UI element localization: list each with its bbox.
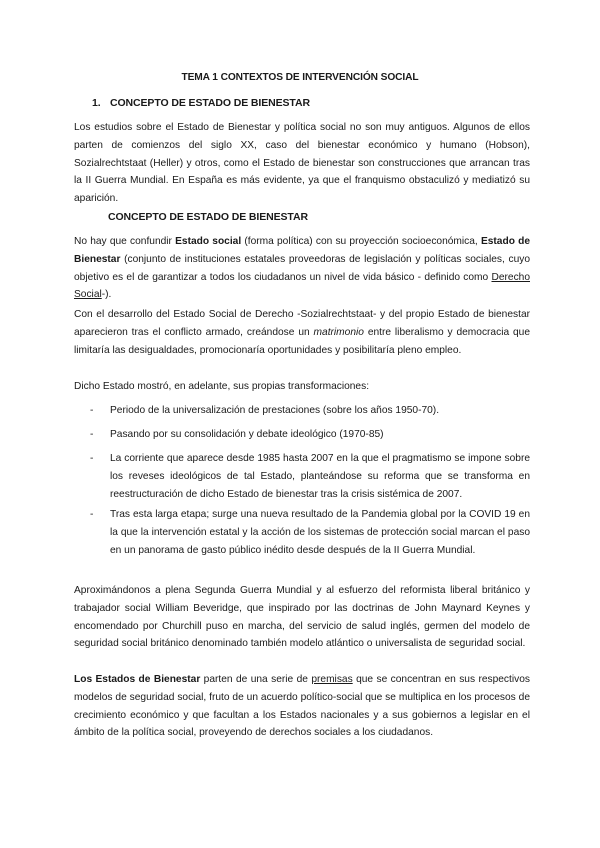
underlined-term: Social: [74, 289, 102, 301]
paragraph-transformaciones: Dicho Estado mostró, en adelante, sus propias transformaciones:: [74, 381, 370, 392]
paragraph-desarrollo: [74, 306, 530, 359]
text-run: parten de una serie de: [200, 674, 312, 685]
italic-term: matrimonio: [313, 326, 364, 338]
list-item-text: Tras esta larga etapa; surge una nueva resultado de la Pandemia global por la COVID 19 en la que la intervención estatal y la acción de los sistemas de protección social marcan el paso en un panorama de gasto público inédito desde después de la II Guerra Mundial.: [110, 509, 530, 556]
section-heading: [92, 97, 310, 109]
list-item-text: La corriente que aparece desde 1985 hasta 2007 en la que el pragmatismo se impone sobre los reveses ideológicos de tal Estado, planteándose su reforma que se transforma en reestructuración de dicho Estado de bienestar tras la crisis sistémica de 2007.: [110, 453, 530, 500]
list-bullet: -: [90, 429, 94, 440]
paragraph-beveridge: Aproximándonos a plena Segunda Guerra Mundial y al esfuerzo del reformista liberal británico y trabajador social William Beveridge, que inspirado por las doctrinas de John Maynard Keynes y encomendado por Churchill puso en marcha, del servicio de salud inglés, germen del modelo de seguridad social británico denominado también modelo atlántico o universalista de seguridad social.: [74, 585, 530, 650]
bold-term: Los Estados de Bienestar: [74, 674, 201, 685]
section-number: 1.: [92, 97, 101, 109]
paragraph-estados-bienestar: [74, 671, 530, 742]
text-run: -).: [101, 289, 112, 301]
underlined-term: Derecho: [491, 271, 530, 283]
text-run: No hay que confundir: [74, 236, 176, 247]
text-run: (conjunto de instituciones estatales proveedoras de legislación y políticas sociales, cuyo objetivo es el de garantizar a todos los ciudadanos un nivel de vida básico - definido como: [74, 253, 530, 283]
bold-term: Estado social: [175, 236, 242, 247]
list-bullet: -: [90, 509, 94, 520]
text-run: entre liberalismo y democracia que limitaría las desigualdades, promocionaría oportunidades y posibilitaría pleno empleo.: [74, 326, 531, 356]
underlined-term: premisas: [311, 674, 353, 685]
text-run: que se concentran en sus respectivos modelos de seguridad social, fruto de un acuerdo político-social que se multiplica en los procesos de crecimiento económico y que facultan a los Estados nacionales y a sus gobiernos a legislar en el ámbito de la política social, proveyendo de derechos sociales a los ciudadanos.: [74, 674, 530, 739]
paragraph-intro: Los estudios sobre el Estado de Bienestar y política social no son muy antiguos. Algunos de ellos parten de comienzos del siglo XX, caso del bienestar económico y humano (Hobson), Sozialrechtstaat (Heller) y otros, como el Estado de bienestar son construcciones que arrancan tras la II Guerra Mundial. En España es más evidente, ya que el franquismo obstaculizó y mediatizó su aparición.: [74, 122, 530, 205]
list-item-text: Pasando por su consolidación y debate ideológico (1970-85): [110, 429, 384, 440]
subheading: CONCEPTO DE ESTADO DE BIENESTAR: [108, 211, 308, 223]
document-title: TEMA 1 CONTEXTOS DE INTERVENCIÓN SOCIAL: [181, 72, 419, 83]
list-bullet: -: [90, 453, 94, 464]
list-bullet: -: [90, 405, 94, 416]
bold-term: Estado de Bienestar: [74, 236, 530, 265]
section-heading-text: CONCEPTO DE ESTADO DE BIENESTAR: [110, 97, 310, 109]
text-run: (forma política) con su proyección socioeconómica,: [241, 236, 481, 247]
text-run: Con el desarrollo del Estado Social de Derecho -Sozialrechtstaat- y del propio Estado de bienestar aparecieron tras el conflicto armado, creándose un: [74, 309, 530, 338]
paragraph-estado-social: [74, 233, 530, 304]
list-item-text: Periodo de la universalización de prestaciones (sobre los años 1950-70).: [110, 405, 440, 416]
